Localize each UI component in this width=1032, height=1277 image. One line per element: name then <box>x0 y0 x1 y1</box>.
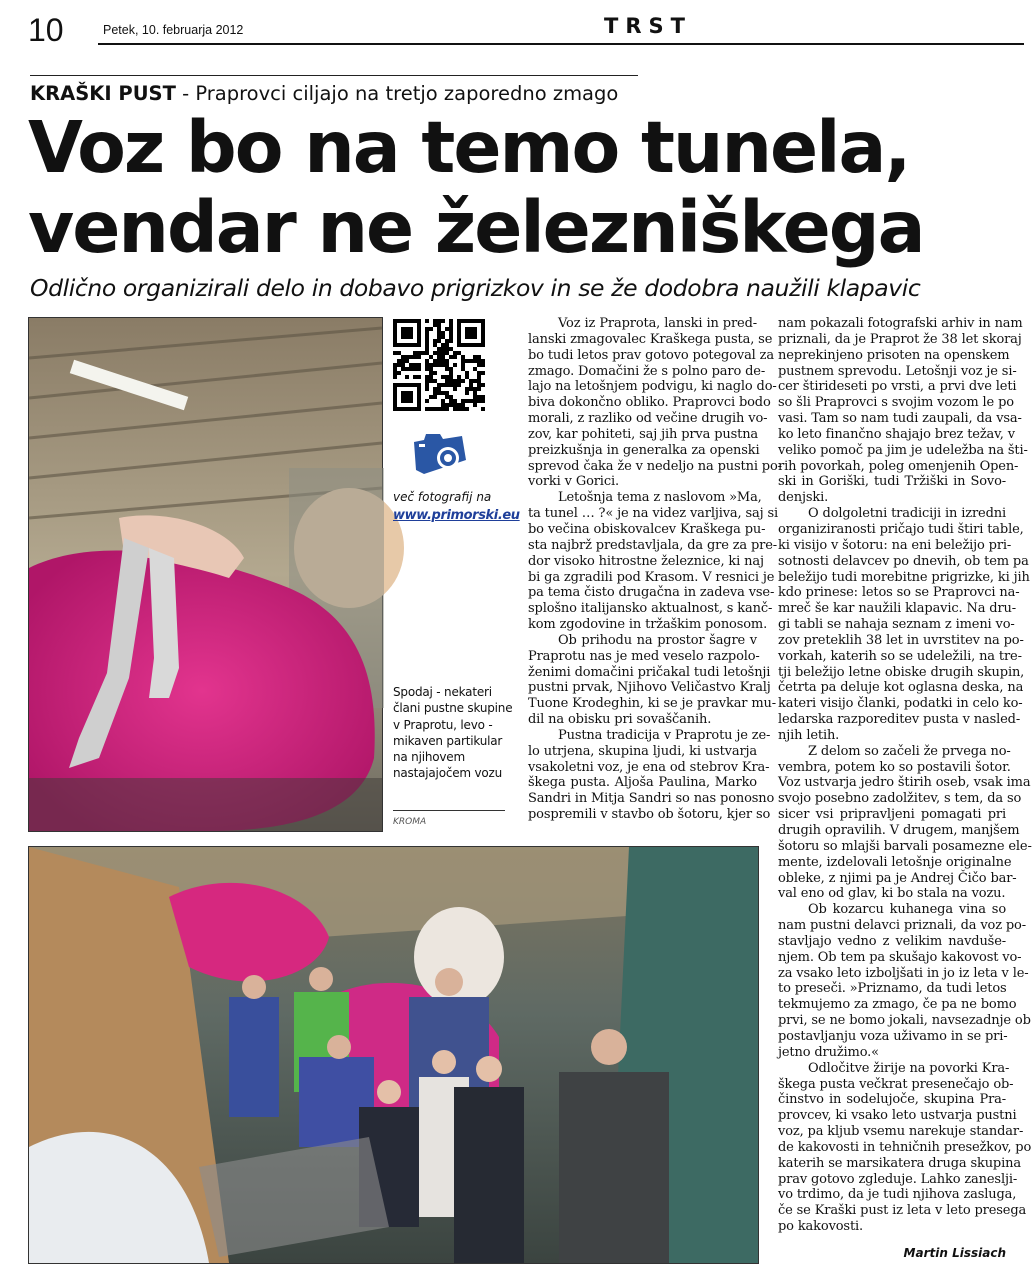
text-line: sotnosti delavcev po dnevih, ob tem pa <box>778 553 1029 569</box>
paragraph <box>778 902 1031 1060</box>
text-line: Letošnja tema z naslovom »Ma, <box>558 490 762 506</box>
text-line: drugih opravilih. V drugem, manjšem <box>778 823 1020 838</box>
text-line: Z delom so začeli že prvega no- <box>808 743 1011 759</box>
text-line: jetno družimo.« <box>778 1044 879 1060</box>
text-line: ki visijo v šotoru: na eni beležijo pri- <box>778 537 1012 553</box>
text-line: priznali, da je Praprot že 38 let skoraj <box>778 331 1022 347</box>
paragraph <box>528 632 776 728</box>
headline <box>28 108 1018 268</box>
text-line: ledarska razporeditev pusta v nasled- <box>778 712 1021 728</box>
text-line: zov preteklih 38 let in uvrstitev na po- <box>778 632 1024 648</box>
text-line: četrta pa deluje kot oglasna deska, na <box>778 680 1024 696</box>
text-line: de kakovosti in tehničnih presežkov, po <box>778 1139 1032 1155</box>
text-line: preizkušnja in generalka za openski <box>528 442 760 458</box>
text-line: ženimi domačini pričakal tudi letošnji <box>528 664 771 680</box>
text-line: vembra, potem ko so postavili šotor. <box>778 759 1011 775</box>
text-line: Ob kozarcu kuhanega vina so <box>808 902 1006 918</box>
text-line: za vsako leto izboljšati in jo iz leta v le- <box>778 965 1029 981</box>
text-line: Praprotu nas je med veselo razpolo- <box>528 648 760 664</box>
issue-date: Petek, 10. februarja 2012 <box>103 23 244 37</box>
text-line: prvi, se ne bomo jokali, navsezadnje ob <box>778 1013 1031 1029</box>
text-line: škega pusta večkrat presenečajo ob- <box>778 1076 1014 1092</box>
text-line: svojo posebno zadolžitev, s tem, da so <box>778 791 1022 807</box>
text-line: lajo na letošnjem podvigu, ki naglo do- <box>528 379 777 395</box>
text-line: po kakovosti. <box>778 1219 864 1235</box>
page-number: 10 <box>28 12 64 48</box>
photo-group-in-tent <box>28 846 759 1264</box>
text-line: lanski zmagovalec Kraškega pusta, se <box>528 331 773 347</box>
text-line: kateri visijo članki, podatki in celo ko- <box>778 696 1023 712</box>
text-line: mreč še kar naužili klapavic. Na dru- <box>778 601 1016 617</box>
text-line: to preseči. »Priznamo, da tudi letos <box>778 981 1007 997</box>
text-line: stavljajo vedno z velikim navduše- <box>778 933 1006 949</box>
text-line: neprekinjeno prisoten na openskem <box>778 347 1010 363</box>
text-line: rih povorkah, poleg omenjenih Open- <box>778 458 1019 474</box>
text-line: O dolgoletni tradiciji in izredni <box>808 506 1006 522</box>
text-line: pa tema čisto drugačna in zadeva vse- <box>528 585 775 601</box>
text-line: denjski. <box>778 490 829 506</box>
text-line: tekmujemo za zmago, če pa ne bomo <box>778 997 1017 1013</box>
kicker <box>30 82 618 105</box>
text-line: vasi. Tam so nam tudi zaupali, da vsa- <box>778 411 1022 427</box>
article-column-2 <box>528 316 782 823</box>
headline-line: vendar ne železniškega <box>28 186 924 269</box>
text-line: bo večina obiskovalcev Kraškega pu- <box>528 521 766 537</box>
paragraph <box>778 506 1030 744</box>
text-line: postavljanju voza uživamo in se pri- <box>778 1028 1008 1044</box>
text-line: kdo prinese: letos so se Praprovci na- <box>778 585 1020 601</box>
text-line: biva dokončno obliko. Praprovci bodo <box>528 395 771 411</box>
text-line: šotoru so mlajši barvali posamezne ele- <box>778 838 1032 854</box>
text-line: splošno italijansko aktualnost, s kanč- <box>528 601 773 617</box>
text-line: škega pusta. Aljoša Paulina, Marko <box>528 775 757 791</box>
subtitle: Odlično organizirali delo in dobavo prigrizkov in se že dodobra naužili klapavic <box>30 274 921 302</box>
text-line: pustni prvak, Njihovo Veličastvo Kralj <box>528 680 771 696</box>
text-line: vo trdimo, da je tudi njihova zasluga, <box>778 1187 1017 1203</box>
article-column-3 <box>778 316 1032 1235</box>
text-line: kom zgodovine in tržaškim ponosom. <box>528 617 768 633</box>
text-line: nam pustni delavci priznali, da voz po- <box>778 918 1026 934</box>
paragraph <box>528 316 782 490</box>
text-line: val eno od glav, ki bo stala na vozu. <box>778 886 1006 902</box>
photo-credit: KROMA <box>393 817 427 827</box>
text-line: sicer vsi pripravljeni pomagati pri <box>778 807 1006 823</box>
text-line: katerih se marsikatera druga skupina <box>778 1155 1021 1171</box>
text-line: bo tudi letos prav gotovo potegoval za <box>528 347 774 363</box>
text-line: provcev, ki vsako leto ustvarja pustni <box>778 1108 1017 1124</box>
text-line: zov, kar pohiteti, saj jih prva pustna <box>528 426 759 442</box>
text-line: Voz ustvarja jedro štirih oseb, vsak ima <box>778 775 1031 791</box>
text-line: vorkah, katerih so se udeležili, na tre- <box>778 648 1022 664</box>
section-title: TRST <box>604 14 692 38</box>
text-line: če se Kraški pust iz leta v leto presega <box>778 1203 1027 1219</box>
website-link[interactable]: www.primorski.eu <box>393 508 520 523</box>
paragraph <box>528 490 778 633</box>
text-line: zmago. Domačini že s polno paro de- <box>528 363 766 379</box>
text-line: Pustna tradicija v Praprotu je ze- <box>558 727 771 743</box>
text-line: njih letih. <box>778 727 840 743</box>
text-line: pospremili v stavbo ob šotoru, kjer so <box>528 807 771 823</box>
header-rule <box>98 43 1024 45</box>
text-line: Ob prihodu na prostor šagre v <box>558 632 757 648</box>
kicker-rule <box>30 75 638 76</box>
text-line: beležijo tudi morebitne prigrizke, ki jih <box>778 569 1030 585</box>
text-line: sta najbrž predstavljala, da gre za pre- <box>528 537 778 553</box>
text-line: organiziranosti pričajo tudi štiri table, <box>778 521 1024 537</box>
text-line: voz, pa kljub vsemu narekuje standar- <box>778 1124 1024 1140</box>
text-line: cer štirideseti po vrsti, a prvi dve leti <box>778 379 1017 395</box>
text-line: veliko pomoč pa jim je udeležba na šti- <box>778 442 1028 458</box>
paragraph <box>778 316 1028 506</box>
text-line: ski in Goriški, tudi Tržiški in Sovo- <box>778 474 1006 490</box>
paragraph <box>778 743 1032 902</box>
camera-icon <box>410 430 470 478</box>
text-line: Voz iz Praprota, lanski in pred- <box>558 316 757 331</box>
byline: Martin Lissiach <box>903 1246 1006 1260</box>
text-line: bi ga zgradili pod Krasom. V resnici je <box>528 569 775 585</box>
paragraph <box>778 1060 1032 1235</box>
caption-rule <box>393 810 505 811</box>
more-photos-text: več fotografij na <box>393 490 492 504</box>
kicker-label: KRAŠKI PUST <box>30 82 176 105</box>
text-line: so šli Praprovci s svojim vozom le po <box>778 395 1014 411</box>
text-line: obleke, z njimi pa je Andrej Čičo bar- <box>778 870 1017 886</box>
photo-caption: Spodaj - nekateri člani pustne skupine v Praprotu, levo - mikaven partikular na njihovem nastajajočem vozu <box>393 685 513 781</box>
qr-code-icon[interactable] <box>393 319 485 411</box>
text-line: lo utrjena, skupina ljudi, ki ustvarja <box>528 743 757 759</box>
text-line: njem. Ob tem pa skušajo kakovost vo- <box>778 949 1022 965</box>
text-line: činstvo in sodelujoče, skupina Pra- <box>778 1092 1006 1108</box>
photo-carnival-float-detail <box>28 317 383 832</box>
text-line: prav gotovo zgleduje. Lahko zaneslji- <box>778 1171 1018 1187</box>
text-line: dor visoko hitrostne železnice, ki naj <box>528 553 764 569</box>
text-line: Odločitve žirije na povorki Kra- <box>808 1060 1010 1076</box>
text-line: dil na obisku pri sovaščanih. <box>528 712 712 728</box>
text-line: sprevod čaka že v nedeljo na pustni po- <box>528 458 782 474</box>
text-line: Sandri in Mitja Sandri so nas ponosno <box>528 791 775 807</box>
text-line: ta tunel … ?« je na videz varljiva, saj si <box>528 506 778 522</box>
text-line: pustnem sprevodu. Letošnji voz je si- <box>778 363 1017 379</box>
headline-line: Voz bo na temo tunela, <box>28 106 910 189</box>
more-photos-note <box>393 488 520 525</box>
text-line: tji beležijo letne obiske drugih skupin, <box>778 664 1025 680</box>
kicker-text: - Praprovci ciljajo na tretjo zaporedno zmago <box>175 82 619 105</box>
text-line: vorki v Gorici. <box>528 474 619 490</box>
text-line: gi tabli se nahaja seznam z imeni vo- <box>778 617 1015 633</box>
text-line: Tuone Krodeghin, ki se je pravkar mu- <box>528 696 776 712</box>
text-line: mente, izdelovali letošnje originalne <box>778 854 1012 870</box>
text-line: morali, z razliko od večine drugih vo- <box>528 411 768 427</box>
text-line: vsakoletni voz, je ena od stebrov Kra- <box>528 759 770 775</box>
text-line: nam pokazali fotografski arhiv in nam <box>778 316 1023 331</box>
paragraph <box>528 727 775 823</box>
text-line: ko leto finančno shajajo brez težav, v <box>778 426 1015 442</box>
